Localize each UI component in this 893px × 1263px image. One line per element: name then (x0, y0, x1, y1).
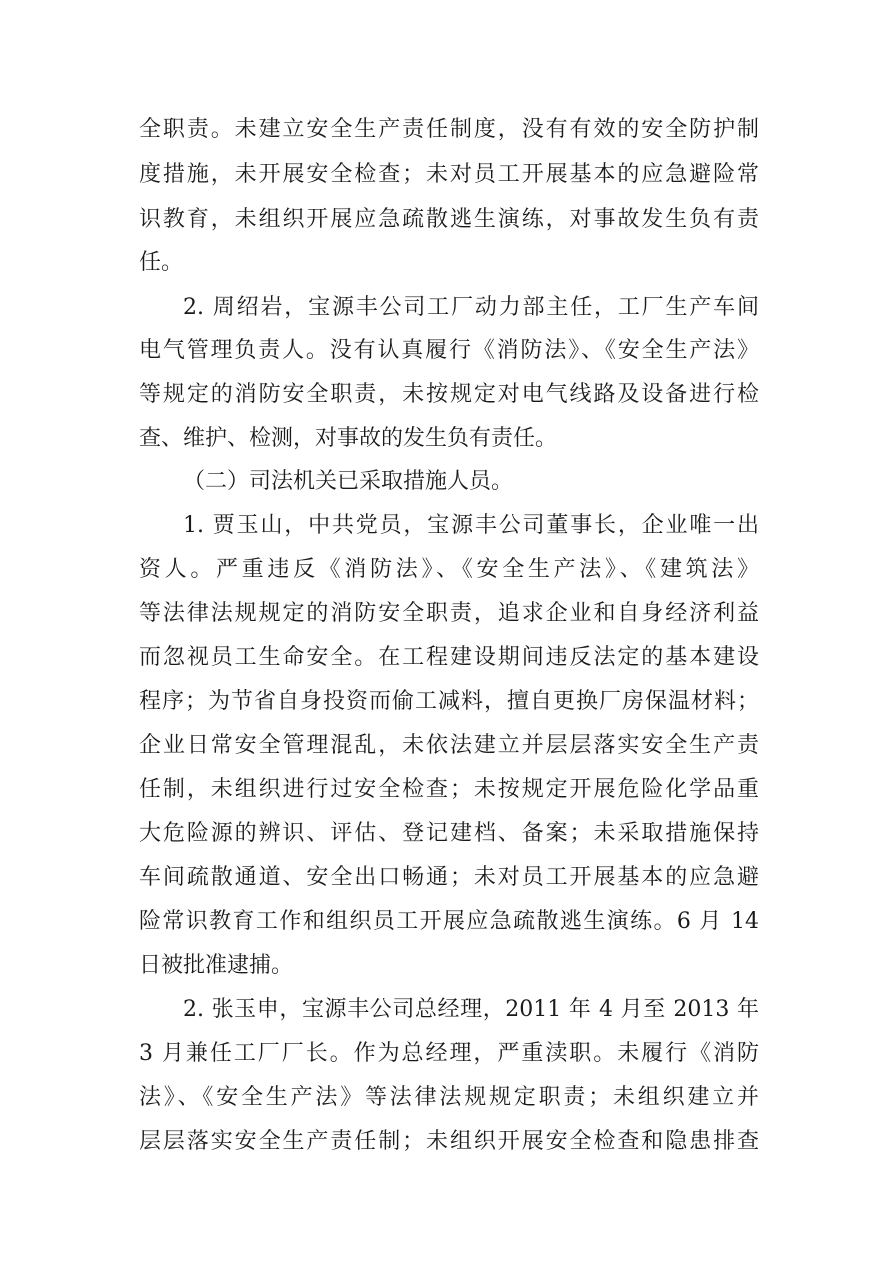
paragraph-line: 等规定的消防安全职责，未按规定对电气线路及设备进行检 (139, 382, 759, 407)
paragraph-line: 等法律法规规定的消防安全职责，追求企业和自身经济利益 (139, 601, 759, 626)
paragraph-line: 日被批准逮捕。 (139, 953, 294, 978)
paragraph-line: 车间疏散通道、安全出口畅通；未对员工开展基本的应急避 (139, 865, 759, 890)
paragraph-line: 任制，未组织进行过安全检查；未按规定开展危险化学品重 (139, 777, 759, 802)
paragraph-line: 而忽视员工生命安全。在工程建设期间违反法定的基本建设 (139, 645, 759, 670)
paragraph-line: 大危险源的辨识、评估、登记建档、备案；未采取措施保持 (139, 821, 759, 846)
paragraph-line: 2. 张玉申，宝源丰公司总经理，2011 年 4 月至 2013 年 (183, 997, 759, 1022)
paragraph-line: 企业日常安全管理混乱，未依法建立并层层落实安全生产责 (139, 733, 759, 758)
paragraph-line: 全职责。未建立安全生产责任制度，没有有效的安全防护制 (139, 117, 759, 142)
paragraph-line: 险常识教育工作和组织员工开展应急疏散逃生演练。6 月 14 (139, 909, 759, 934)
paragraph-line: 查、维护、检测，对事故的发生负有责任。 (139, 426, 558, 451)
paragraph-line: 度措施，未开展安全检查；未对员工开展基本的应急避险常 (139, 162, 759, 187)
paragraph-line: 资人。严重违反《消防法》、《安全生产法》、《建筑法》 (139, 557, 759, 582)
paragraph-line: 法》、《安全生产法》等法律法规规定职责；未组织建立并 (139, 1085, 759, 1110)
paragraph-line: 任。 (139, 250, 184, 275)
paragraph-line: 层层落实安全生产责任制；未组织开展安全检查和隐患排查 (139, 1129, 759, 1154)
paragraph-line: 3 月兼任工厂厂长。作为总经理，严重渎职。未履行《消防 (139, 1041, 759, 1066)
paragraph-line: 电气管理负责人。没有认真履行《消防法》、《安全生产法》 (139, 338, 759, 363)
paragraph-line: 1. 贾玉山，中共党员，宝源丰公司董事长，企业唯一出 (183, 513, 759, 538)
paragraph-line: 识教育，未组织开展应急疏散逃生演练，对事故发生负有责 (139, 207, 759, 232)
section-heading: （二）司法机关已采取措施人员。 (183, 469, 514, 494)
paragraph-line: 2. 周绍岩，宝源丰公司工厂动力部主任，工厂生产车间 (183, 295, 759, 320)
paragraph-line: 程序；为节省自身投资而偷工减料，擅自更换厂房保温材料； (139, 689, 759, 714)
